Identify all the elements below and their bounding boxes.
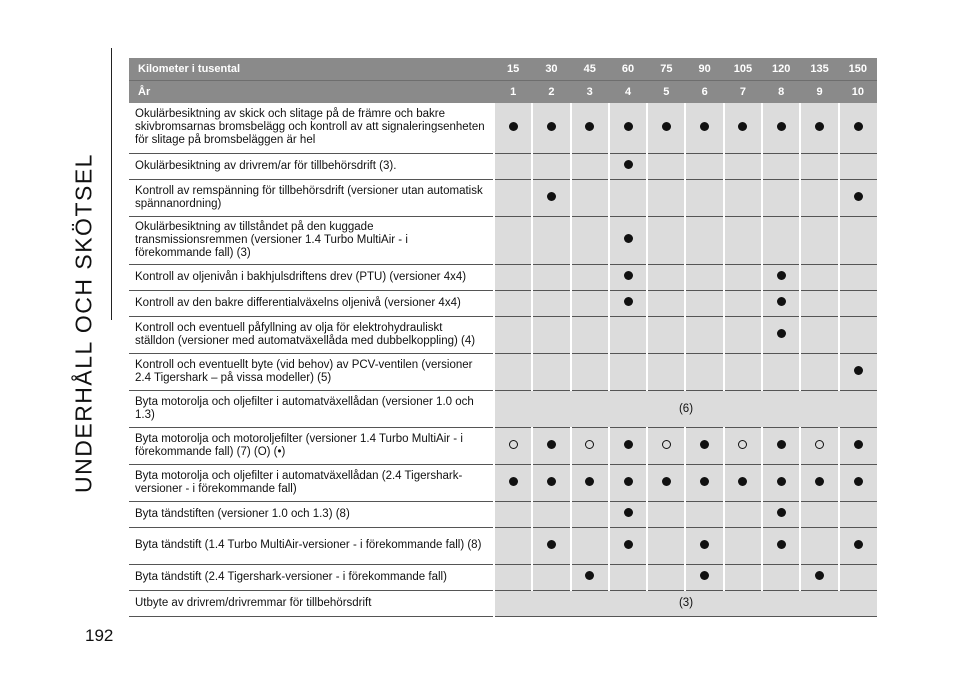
interval-cell: [800, 427, 838, 464]
interval-cell: [800, 501, 838, 527]
interval-cell: [532, 216, 570, 264]
interval-cell: [762, 153, 800, 179]
task-description: Kontroll och eventuellt byte (vid behov) av PCV-ventilen (versioner 2.4 Tigershark – på vissa modeller) (5): [129, 353, 494, 390]
interval-cell: [762, 216, 800, 264]
table-row: [129, 216, 877, 264]
interval-cell: [800, 103, 838, 153]
table-row: [129, 590, 877, 616]
task-description: Kontroll av oljenivån i bakhjulsdriftens drev (PTU) (versioner 4x4): [129, 264, 494, 290]
interval-cell: [609, 501, 647, 527]
interval-cell: [685, 464, 723, 501]
interval-cell: [685, 290, 723, 316]
interval-cell: [724, 527, 762, 564]
interval-cell: [762, 179, 800, 216]
interval-cell: [647, 316, 685, 353]
km-header-cell: 15: [494, 58, 532, 81]
interval-cell: [571, 564, 609, 590]
interval-cell: [532, 103, 570, 153]
interval-cell: [609, 216, 647, 264]
interval-cell: [532, 290, 570, 316]
open-circle-icon: [662, 440, 671, 449]
year-header-cell: 5: [647, 81, 685, 104]
interval-cell: [494, 427, 532, 464]
interval-cell: [647, 179, 685, 216]
interval-cell: [532, 353, 570, 390]
interval-cell: [494, 501, 532, 527]
interval-cell: [839, 179, 877, 216]
filled-dot-icon: [700, 477, 709, 486]
task-description: Kontroll av remspänning för tillbehörsdrift (versioner utan automatisk spännanordning): [129, 179, 494, 216]
filled-dot-icon: [624, 271, 633, 280]
filled-dot-icon: [777, 271, 786, 280]
filled-dot-icon: [509, 477, 518, 486]
table-row: [129, 527, 877, 564]
interval-cell: [532, 427, 570, 464]
span-note: (3): [494, 590, 877, 616]
filled-dot-icon: [815, 477, 824, 486]
task-description: Byta tändstift (1.4 Turbo MultiAir-versioner - i förekommande fall) (8): [129, 527, 494, 564]
task-description: Byta motorolja och oljefilter i automatväxellådan (versioner 1.0 och 1.3): [129, 390, 494, 427]
task-description: Kontroll av den bakre differentialväxelns oljenivå (versioner 4x4): [129, 290, 494, 316]
interval-cell: [800, 290, 838, 316]
km-header-cell: 135: [800, 58, 838, 81]
interval-cell: [685, 103, 723, 153]
interval-cell: [494, 353, 532, 390]
year-header-cell: 8: [762, 81, 800, 104]
km-header-cell: 60: [609, 58, 647, 81]
interval-cell: [571, 501, 609, 527]
interval-cell: [839, 353, 877, 390]
interval-cell: [609, 316, 647, 353]
year-header-cell: 4: [609, 81, 647, 104]
interval-cell: [647, 464, 685, 501]
filled-dot-icon: [585, 477, 594, 486]
table-row: [129, 427, 877, 464]
maintenance-schedule-table: [129, 58, 877, 617]
interval-cell: [839, 103, 877, 153]
filled-dot-icon: [509, 122, 518, 131]
interval-cell: [800, 353, 838, 390]
interval-cell: [800, 527, 838, 564]
filled-dot-icon: [815, 571, 824, 580]
filled-dot-icon: [854, 366, 863, 375]
filled-dot-icon: [624, 160, 633, 169]
task-description: Okulärbesiktning av drivrem/ar för tillbehörsdrift (3).: [129, 153, 494, 179]
interval-cell: [839, 290, 877, 316]
year-header-cell: 10: [839, 81, 877, 104]
interval-cell: [571, 216, 609, 264]
interval-cell: [724, 103, 762, 153]
filled-dot-icon: [738, 122, 747, 131]
interval-cell: [724, 464, 762, 501]
interval-cell: [800, 179, 838, 216]
filled-dot-icon: [700, 540, 709, 549]
interval-cell: [494, 316, 532, 353]
interval-cell: [571, 527, 609, 564]
interval-cell: [647, 527, 685, 564]
interval-cell: [724, 264, 762, 290]
interval-cell: [571, 464, 609, 501]
interval-cell: [494, 179, 532, 216]
km-header-cell: 75: [647, 58, 685, 81]
task-description: Okulärbesiktning av tillståndet på den kuggade transmissionsremmen (versioner 1.4 Turbo MultiAir - i förekommande fall) (3): [129, 216, 494, 264]
interval-cell: [685, 527, 723, 564]
interval-cell: [609, 427, 647, 464]
task-description: Kontroll och eventuell påfyllning av olja för elektrohydrauliskt ställdon (versioner med automatväxellåda med dubbelkoppling) (4): [129, 316, 494, 353]
interval-cell: [800, 153, 838, 179]
interval-cell: [647, 501, 685, 527]
table-row: [129, 264, 877, 290]
interval-cell: [839, 464, 877, 501]
interval-cell: [800, 564, 838, 590]
interval-cell: [724, 353, 762, 390]
interval-cell: [571, 290, 609, 316]
filled-dot-icon: [662, 477, 671, 486]
interval-cell: [762, 353, 800, 390]
interval-cell: [571, 179, 609, 216]
open-circle-icon: [509, 440, 518, 449]
interval-cell: [724, 153, 762, 179]
filled-dot-icon: [700, 440, 709, 449]
filled-dot-icon: [777, 329, 786, 338]
filled-dot-icon: [624, 508, 633, 517]
year-header-cell: 2: [532, 81, 570, 104]
filled-dot-icon: [547, 440, 556, 449]
table-row: [129, 179, 877, 216]
span-note: (6): [494, 390, 877, 427]
interval-cell: [647, 264, 685, 290]
km-header-cell: 30: [532, 58, 570, 81]
interval-cell: [839, 564, 877, 590]
interval-cell: [647, 290, 685, 316]
interval-cell: [647, 427, 685, 464]
filled-dot-icon: [854, 440, 863, 449]
interval-cell: [685, 564, 723, 590]
filled-dot-icon: [624, 297, 633, 306]
filled-dot-icon: [777, 122, 786, 131]
interval-cell: [839, 153, 877, 179]
interval-cell: [685, 216, 723, 264]
interval-cell: [685, 264, 723, 290]
km-header-cell: 90: [685, 58, 723, 81]
interval-cell: [800, 264, 838, 290]
km-header-cell: 120: [762, 58, 800, 81]
filled-dot-icon: [854, 192, 863, 201]
interval-cell: [839, 501, 877, 527]
interval-cell: [762, 527, 800, 564]
filled-dot-icon: [624, 540, 633, 549]
interval-cell: [762, 316, 800, 353]
interval-cell: [724, 564, 762, 590]
interval-cell: [609, 179, 647, 216]
year-header-row: [129, 81, 877, 104]
interval-cell: [685, 427, 723, 464]
interval-cell: [762, 564, 800, 590]
interval-cell: [532, 501, 570, 527]
km-header-cell: 150: [839, 58, 877, 81]
filled-dot-icon: [854, 477, 863, 486]
page-number: 192: [85, 626, 114, 645]
interval-cell: [532, 153, 570, 179]
table-row: [129, 153, 877, 179]
interval-cell: [839, 216, 877, 264]
interval-cell: [532, 316, 570, 353]
interval-cell: [724, 290, 762, 316]
filled-dot-icon: [815, 122, 824, 131]
interval-cell: [494, 264, 532, 290]
interval-cell: [647, 216, 685, 264]
km-header-cell: 105: [724, 58, 762, 81]
interval-cell: [494, 103, 532, 153]
interval-cell: [609, 264, 647, 290]
interval-cell: [532, 564, 570, 590]
task-description: Okulärbesiktning av skick och slitage på de främre och bakre skivbromsarnas bromsbelägg och kontroll av att signaleringsenheten för slitage på bromsbeläggen är hel: [129, 103, 494, 153]
interval-cell: [494, 527, 532, 564]
interval-cell: [532, 464, 570, 501]
interval-cell: [762, 103, 800, 153]
task-description: Byta motorolja och oljefilter i automatväxellådan (2.4 Tigershark-versioner - i förekommande fall): [129, 464, 494, 501]
interval-cell: [571, 427, 609, 464]
filled-dot-icon: [700, 571, 709, 580]
task-description: Byta tändstift (2.4 Tigershark-versioner - i förekommande fall): [129, 564, 494, 590]
interval-cell: [724, 216, 762, 264]
interval-cell: [494, 464, 532, 501]
table-row: [129, 353, 877, 390]
interval-cell: [571, 153, 609, 179]
interval-cell: [839, 264, 877, 290]
table-row: [129, 390, 877, 427]
open-circle-icon: [815, 440, 824, 449]
interval-cell: [609, 103, 647, 153]
interval-cell: [609, 464, 647, 501]
filled-dot-icon: [547, 477, 556, 486]
filled-dot-icon: [700, 122, 709, 131]
filled-dot-icon: [777, 508, 786, 517]
km-header-label: Kilometer i tusental: [129, 58, 494, 81]
task-description: Byta tändstiften (versioner 1.0 och 1.3) (8): [129, 501, 494, 527]
task-description: Byta motorolja och motoroljefilter (versioner 1.4 Turbo MultiAir - i förekommande fall) (7) (O) (•): [129, 427, 494, 464]
filled-dot-icon: [738, 477, 747, 486]
filled-dot-icon: [624, 122, 633, 131]
year-header-cell: 9: [800, 81, 838, 104]
interval-cell: [800, 216, 838, 264]
filled-dot-icon: [624, 440, 633, 449]
year-header-cell: 7: [724, 81, 762, 104]
interval-cell: [647, 103, 685, 153]
interval-cell: [685, 501, 723, 527]
interval-cell: [724, 179, 762, 216]
interval-cell: [685, 179, 723, 216]
interval-cell: [762, 501, 800, 527]
schedule-body: [129, 103, 877, 616]
interval-cell: [571, 353, 609, 390]
filled-dot-icon: [585, 122, 594, 131]
filled-dot-icon: [854, 540, 863, 549]
filled-dot-icon: [624, 234, 633, 243]
table-row: [129, 103, 877, 153]
interval-cell: [532, 527, 570, 564]
filled-dot-icon: [547, 192, 556, 201]
interval-cell: [762, 464, 800, 501]
year-header-label: År: [129, 81, 494, 104]
filled-dot-icon: [547, 540, 556, 549]
interval-cell: [532, 179, 570, 216]
filled-dot-icon: [854, 122, 863, 131]
filled-dot-icon: [777, 297, 786, 306]
interval-cell: [494, 216, 532, 264]
filled-dot-icon: [585, 571, 594, 580]
chapter-divider: [111, 48, 112, 320]
interval-cell: [762, 290, 800, 316]
interval-cell: [571, 316, 609, 353]
interval-cell: [494, 290, 532, 316]
interval-cell: [839, 427, 877, 464]
open-circle-icon: [738, 440, 747, 449]
interval-cell: [762, 264, 800, 290]
interval-cell: [571, 264, 609, 290]
interval-cell: [571, 103, 609, 153]
interval-cell: [839, 527, 877, 564]
interval-cell: [647, 353, 685, 390]
interval-cell: [647, 153, 685, 179]
filled-dot-icon: [624, 477, 633, 486]
filled-dot-icon: [777, 440, 786, 449]
interval-cell: [685, 153, 723, 179]
interval-cell: [685, 353, 723, 390]
interval-cell: [609, 153, 647, 179]
filled-dot-icon: [777, 540, 786, 549]
km-header-row: [129, 58, 877, 81]
filled-dot-icon: [777, 477, 786, 486]
table-row: [129, 316, 877, 353]
filled-dot-icon: [662, 122, 671, 131]
interval-cell: [532, 264, 570, 290]
filled-dot-icon: [547, 122, 556, 131]
interval-cell: [762, 427, 800, 464]
interval-cell: [724, 501, 762, 527]
interval-cell: [800, 464, 838, 501]
interval-cell: [609, 527, 647, 564]
chapter-title: UNDERHÅLL OCH SKÖTSEL: [70, 153, 97, 493]
table-row: [129, 464, 877, 501]
table-row: [129, 501, 877, 527]
table-row: [129, 564, 877, 590]
interval-cell: [609, 564, 647, 590]
interval-cell: [685, 316, 723, 353]
interval-cell: [609, 290, 647, 316]
interval-cell: [494, 153, 532, 179]
km-header-cell: 45: [571, 58, 609, 81]
task-description: Utbyte av drivrem/drivremmar för tillbehörsdrift: [129, 590, 494, 616]
interval-cell: [494, 564, 532, 590]
interval-cell: [609, 353, 647, 390]
year-header-cell: 3: [571, 81, 609, 104]
interval-cell: [647, 564, 685, 590]
interval-cell: [724, 316, 762, 353]
year-header-cell: 1: [494, 81, 532, 104]
table-row: [129, 290, 877, 316]
interval-cell: [839, 316, 877, 353]
interval-cell: [724, 427, 762, 464]
open-circle-icon: [585, 440, 594, 449]
year-header-cell: 6: [685, 81, 723, 104]
interval-cell: [800, 316, 838, 353]
